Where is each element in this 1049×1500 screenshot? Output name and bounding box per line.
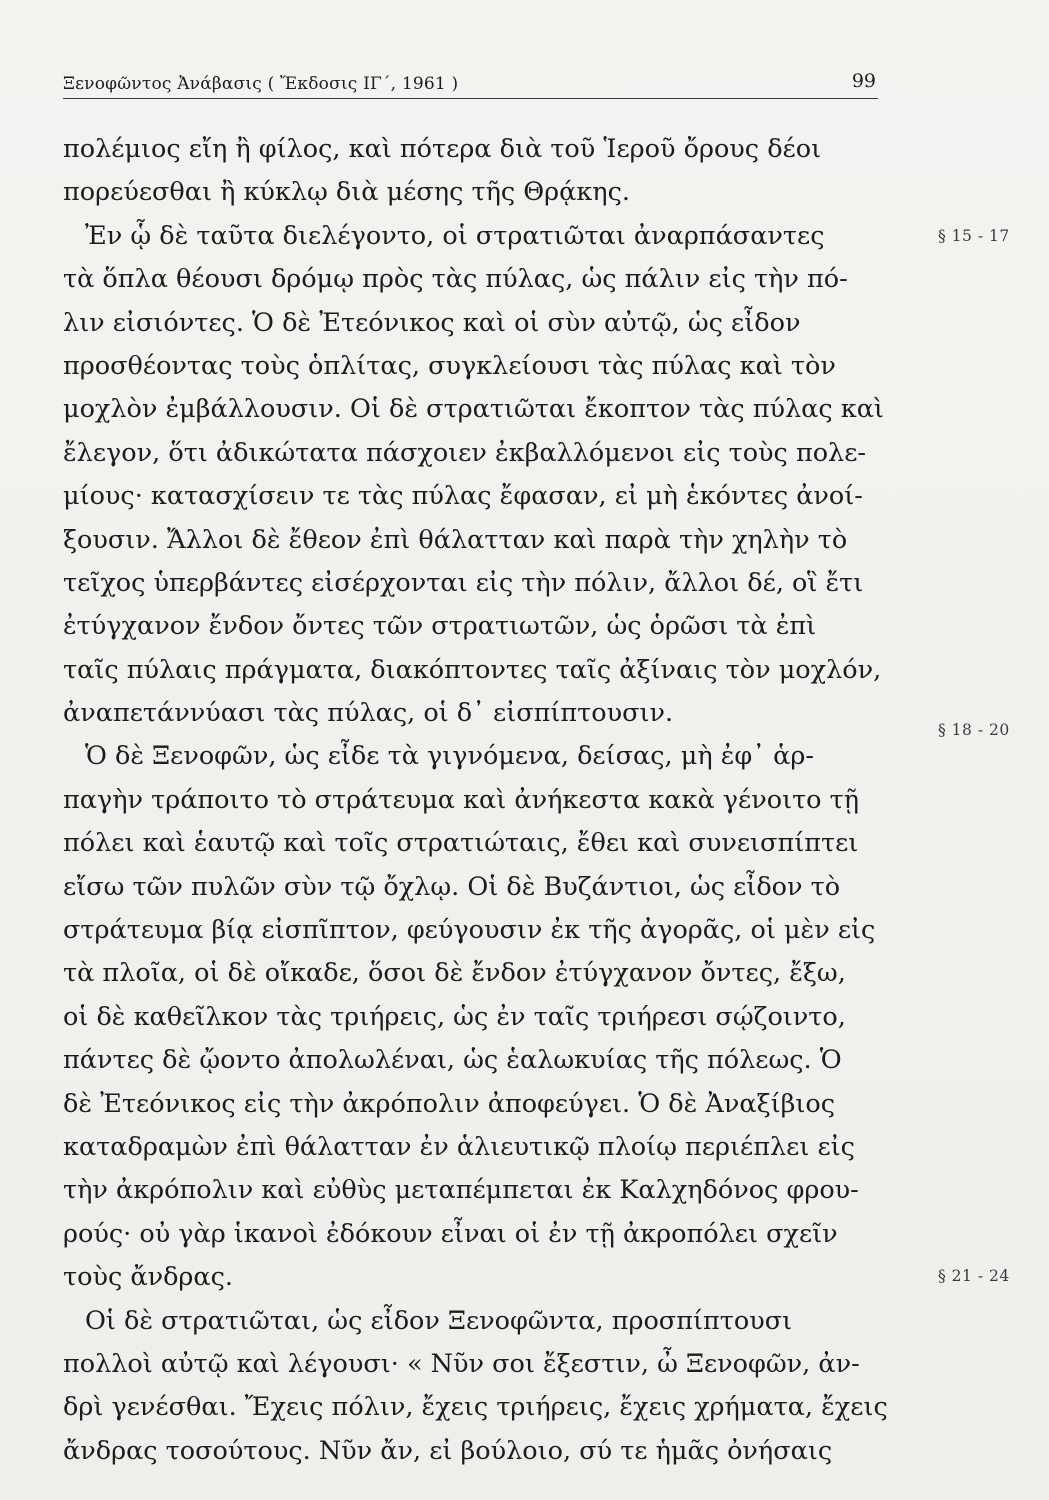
text-line: τοὺς ἄνδρας.	[63, 1262, 234, 1293]
running-title: Ξενοφῶντος Ἀνάβασις ( Ἔκδοσις ΙΓ΄, 1961 )	[63, 74, 459, 94]
text-line: ἐτύγχανον ἔνδον ὄντες τῶν στρατιωτῶν, ὡς ὁρῶσι τὰ ἐπὶ	[63, 611, 817, 642]
text-line: πάντες δὲ ᾤοντο ἀπολωλέναι, ὡς ἑαλωκυίας τῆς πόλεως. Ὁ	[63, 1045, 842, 1076]
text-line: πολλοὶ αὐτῷ καὶ λέγουσι· « Νῦν σοι ἔξεστιν, ὦ Ξενοφῶν, ἀν-	[63, 1348, 860, 1379]
text-line: ταῖς πύλαις πράγματα, διακόπτοντες ταῖς ἀξίναις τὸν μοχλόν,	[63, 654, 882, 685]
text-line: πολέμιος εἴη ἢ φίλος, καὶ πότερα διὰ τοῦ Ἱεροῦ ὄρους δέοι	[63, 134, 822, 164]
text-line: δρὶ γενέσθαι. Ἔχεις πόλιν, ἔχεις τριήρεις, ἔχεις χρήματα, ἔχεις	[63, 1392, 888, 1423]
text-line: Οἱ δὲ στρατιῶται, ὡς εἶδον Ξενοφῶντα, προσπίπτουσι	[85, 1305, 793, 1336]
text-line: λιν εἰσιόντες. Ὁ δὲ Ἐτεόνικος καὶ οἱ σὺν αὐτῷ, ὡς εἶδον	[63, 307, 801, 338]
text-line: στράτευμα βίᾳ εἰσπῖπτον, φεύγουσιν ἐκ τῆς ἀγορᾶς, οἱ μὲν εἰς	[63, 915, 876, 946]
page-number: 99	[851, 70, 876, 92]
text-line: πόλει καὶ ἑαυτῷ καὶ τοῖς στρατιώταις, ἔθει καὶ συνεισπίπτει	[63, 828, 859, 859]
text-line: οἱ δὲ καθεῖλκον τὰς τριήρεις, ὡς ἐν ταῖς τριήρεσι σῴζοιντο,	[63, 1001, 846, 1032]
text-line: πορεύεσθαι ἢ κύκλῳ διὰ μέσης τῆς Θρᾴκης.	[63, 177, 630, 208]
text-line: μίους· κατασχίσειν τε τὰς πύλας ἔφασαν, εἰ μὴ ἑκόντες ἀνοί-	[63, 481, 863, 512]
text-line: τὴν ἀκρόπολιν καὶ εὐθὺς μεταπέμπεται ἐκ Καλχηδόνος φρου-	[63, 1175, 859, 1206]
text-line: Ὁ δὲ Ξενοφῶν, ὡς εἶδε τὰ γιγνόμενα, δείσας, μὴ ἐφ᾽ ἁρ-	[85, 741, 814, 772]
text-line: παγὴν τράποιτο τὸ στράτευμα καὶ ἀνήκεστα κακὰ γένοιτο τῇ	[63, 784, 860, 815]
text-line: Ἐν ᾧ δὲ ταῦτα διελέγοντο, οἱ στρατιῶται ἀναρπάσαντες	[85, 220, 825, 251]
section-marker: § 21 - 24	[938, 1267, 1010, 1285]
text-line: τεῖχος ὑπερβάντες εἰσέρχονται εἰς τὴν πόλιν, ἄλλοι δέ, οἳ ἔτι	[63, 567, 864, 598]
text-line: ἄνδρας τοσούτους. Νῦν ἄν, εἰ βούλοιο, σύ τε ἡμᾶς ὀνήσαις	[63, 1435, 833, 1466]
text-line: ξουσιν. Ἄλλοι δὲ ἔθεον ἐπὶ θάλατταν καὶ παρὰ τὴν χηλὴν τὸ	[63, 524, 848, 555]
text-line: μοχλὸν ἐμβάλλουσιν. Οἱ δὲ στρατιῶται ἔκοπτον τὰς πύλας καὶ	[63, 394, 884, 425]
text-line: ρούς· οὐ γὰρ ἱκανοὶ ἐδόκουν εἶναι οἱ ἐν τῇ ἀκροπόλει σχεῖν	[63, 1218, 838, 1249]
text-line: τὰ ὅπλα θέουσι δρόμῳ πρὸς τὰς πύλας, ὡς πάλιν εἰς τὴν πό-	[63, 264, 848, 295]
text-line: εἴσω τῶν πυλῶν σὺν τῷ ὄχλῳ. Οἱ δὲ Βυζάντιοι, ὡς εἶδον τὸ	[63, 871, 841, 902]
text-line: ἔλεγον, ὅτι ἀδικώτατα πάσχοιεν ἐκβαλλόμενοι εἰς τοὺς πολε-	[63, 437, 867, 468]
text-line: καταδραμὼν ἐπὶ θάλατταν ἐν ἁλιευτικῷ πλοίῳ περιέπλει εἰς	[63, 1131, 855, 1162]
text-line: τὰ πλοῖα, οἱ δὲ οἴκαδε, ὅσοι δὲ ἔνδον ἐτύγχανον ὄντες, ἔξω,	[63, 958, 846, 989]
section-marker: § 15 - 17	[938, 227, 1010, 245]
text-line: δὲ Ἐτεόνικος εἰς τὴν ἀκρόπολιν ἀποφεύγει. Ὁ δὲ Ἀναξίβιος	[63, 1088, 835, 1119]
body-text	[63, 128, 913, 1473]
section-marker: § 18 - 20	[938, 721, 1010, 739]
text-line: προσθέοντας τοὺς ὁπλίτας, συγκλείουσι τὰς πύλας καὶ τὸν	[63, 350, 836, 381]
text-line: ἀναπετάννύασι τὰς πύλας, οἱ δ᾽ εἰσπίπτουσιν.	[63, 698, 674, 729]
running-header	[63, 64, 878, 99]
